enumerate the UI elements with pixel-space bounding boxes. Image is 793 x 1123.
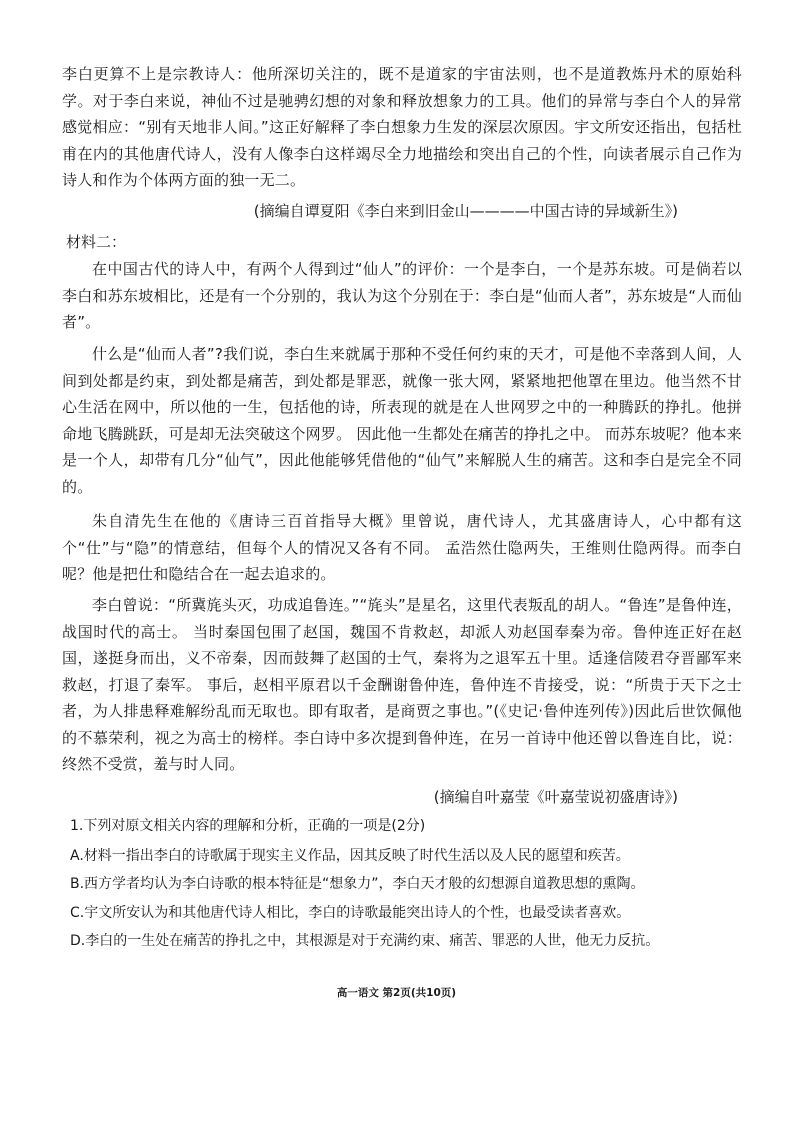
material2-paragraph-2: 什么是“仙而人者”?我们说，李白生来就属于那种不受任何约束的天才，可是他不幸落到人间，人间到处都是约束，到处都是痛苦，到处都是罪恶，就像一张大网，紧紧地把他罩在里边。他当然不甘心生活在网中，所以他的一生，包括他的诗，所表现的就是在人世网罗之中的一种腾跃的挣扎。他拼命地飞腾跳跃，可是却无法突破这个网罗。 因此他一生都处在痛苦的挣扎之中。 而苏东坡呢？他本来是一个人，却带有几分“仙气”，因此他能够凭借他的“仙气”来解脱人生的痛苦。这和李白是完全不同的。 bbox=[62, 345, 742, 496]
material1-paragraph: 李白更算不上是宗教诗人：他所深切关注的，既不是道家的宇宙法则，也不是道教炼丹术的原始科学。对于李白来说，神仙不过是驰骋幻想的对象和释放想象力的工具。他们的异常与李白个人的异常感觉相应：“别有天地非人间。”这正好解释了李白想象力生发的深层次原因。宇文所安还指出，包括杜甫在内的其他唐代诗人，没有人像李白这样竭尽全力地描绘和突出自己的个性，向读者展示自己作为诗人和作为个体两方面的独一无二。 bbox=[62, 65, 742, 189]
material2-paragraph-1: 在中国古代的诗人中，有两个人得到过“仙人”的评价：一个是李白，一个是苏东坡。可是倘若以李白和苏东坡相比，还是有一个分别的，我认为这个分别在于：李白是“仙而人者”，苏东坡是“人而仙者”。 bbox=[62, 260, 742, 331]
page-footer: 高一语文 第2页(共10页) bbox=[336, 987, 457, 999]
material1-source: (摘编自谭夏阳《李白来到旧金山————中国古诗的异域新生》) bbox=[253, 202, 678, 220]
material2-paragraph-4: 李白曾说：“所冀旄头灭，功成追鲁连。”“旄头”是星名，这里代表叛乱的胡人。“鲁连”是鲁仲连，战国时代的高士。 当时秦国包围了赵国，魏国不肯救赵，却派人劝赵国奉秦为帝。鲁仲连正好在赵国，遂挺身而出，义不帝秦，因而鼓舞了赵国的士气，秦将为之退军五十里。适逢信陵君夺晋鄙军来救赵，打退了秦军。 事后，赵相平原君以千金酬谢鲁仲连，鲁仲连不肯接受，说：“所贵于天下之士者，为人排患释难解纷乱而无取也。即有取者，是商贾之事也。”(《史记·鲁仲连列传》)因此后世饮佩他的不慕荣利，视之为高士的榜样。李白诗中多次提到鲁仲连，在另一首诗中他还曾以鲁连自比，说：终然不受赏，羞与时人同。 bbox=[62, 596, 742, 773]
option-a: A.材料一指出李白的诗歌属于现实主义作品，因其反映了时代生活以及人民的愿望和疾苦。 bbox=[70, 848, 630, 864]
material2-paragraph-3: 朱自清先生在他的《唐诗三百首指导大概》里曾说，唐代诗人，尤其盛唐诗人，心中都有这个“仕”与“隐”的情意结，但每个人的情况又各有不同。 孟浩然仕隐两失，王维则仕隐两得。而李白呢？他是把仕和隐结合在一起去追求的。 bbox=[62, 512, 742, 583]
option-b: B.西方学者均认为李白诗歌的根本特征是“想象力”，李白天才般的幻想源自道教思想的熏陶。 bbox=[70, 876, 645, 892]
material2-label: 材料二： bbox=[66, 233, 127, 251]
option-d: D.李白的一生处在痛苦的挣扎之中，其根源是对于充满约束、痛苦、罪恶的人世，他无力反抗。 bbox=[70, 933, 660, 949]
material2-source: (摘编自叶嘉莹《叶嘉莹说初盛唐诗》) bbox=[433, 788, 678, 806]
question-stem: 1.下列对原文相关内容的理解和分析，正确的一项是(2分) bbox=[70, 818, 426, 834]
option-c: C.宇文所安认为和其他唐代诗人相比，李白的诗歌最能突出诗人的个性，也最受读者喜欢。 bbox=[70, 905, 631, 921]
